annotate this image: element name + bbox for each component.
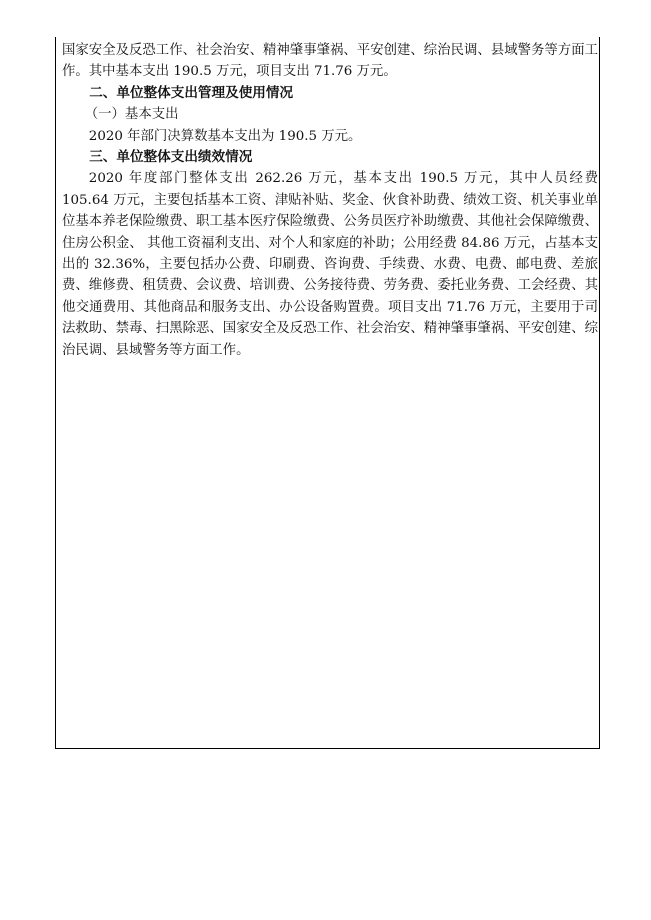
subsection-1-text: 2020 年部门决算数基本支出为 190.5 万元。 [88, 128, 362, 144]
section-3-heading: 三、单位整体支出绩效情况 [89, 149, 253, 166]
section-2-heading: 二、单位整体支出管理及使用情况 [89, 84, 294, 101]
intro-paragraph: 国家安全及反恐工作、社会治安、精神肇事肇祸、平安创建、综治民调、县域警务等方面工作。其中基本支出 190.5 万元，项目支出 71.76 万元。 [62, 43, 598, 80]
section-3-text: 2020 年度部门整体支出 262.26 万元，基本支出 190.5 万元，其中人员经费 105.64 万元，主要包括基本工资、津贴补贴、奖金、伙食补助费、绩效工资、机关事业单位基本养老保险缴费、职工基本医疗保险缴费、公务员医疗补助缴费、其他社会保障缴费、住房公积金、 其他工资福利支出、对个人和家庭的补助；公用经费 84.86 万元，占基本支出的 32.36%，主要包括办公费、印刷费、咨询费、手续费、水费、电费、邮电费、差旅费、维修费、租赁费、会议费、培训费、公务接待费、劳务费、委托业务费、工会经费、其他交通费用、其他商品和服务支出、办公设备购置费。项目支出 71.76 万元，主要用于司法救助、禁毒、扫黑除恶、国家安全及反恐工作、社会治安、精神肇事肇祸、平安创建、综治民调、县域警务等方面工作。 [62, 171, 598, 358]
subsection-1-heading: （一）基本支出 [84, 107, 179, 123]
document-body [62, 40, 598, 361]
